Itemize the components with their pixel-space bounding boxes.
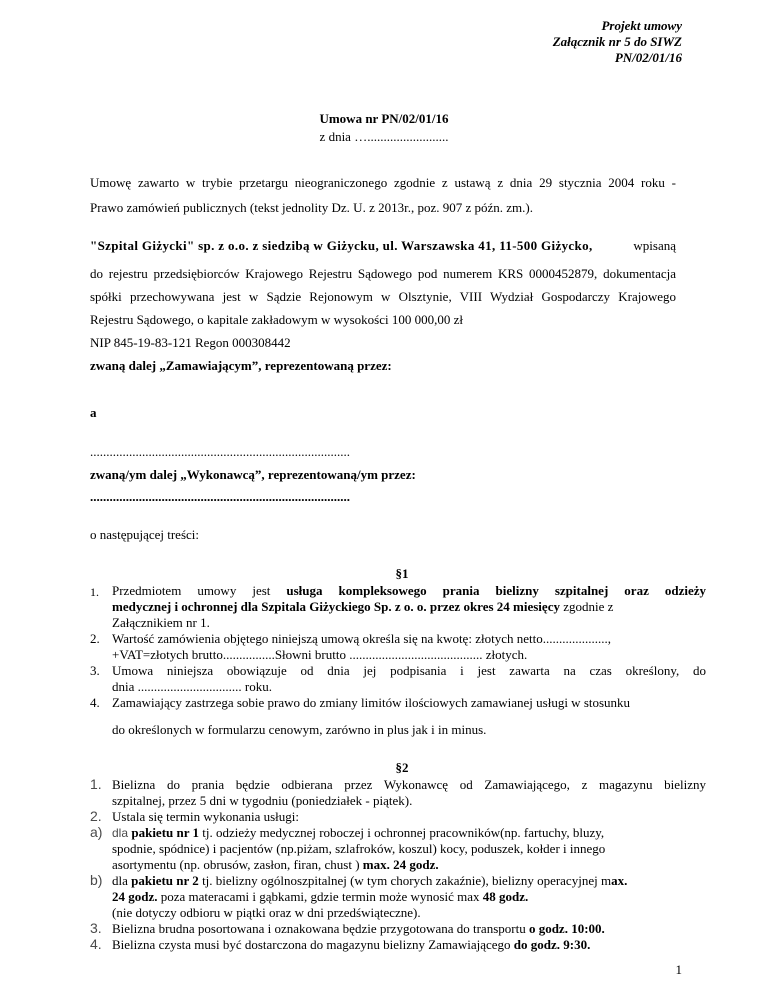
s2-item2-number: 2.: [90, 808, 102, 824]
s1-item1-line1: [112, 583, 706, 599]
intro-line-1: Umowę zawarto w trybie przetargu nieograniczonego zgodnie z ustawą z dnia 29 stycznia 2004 roku -: [90, 175, 676, 190]
s1-item1-pre: Przedmiotem umowy jest: [112, 583, 287, 598]
s1-item1-bold: usługa kompleksowego prania bielizny szpitalnej oraz odzieży: [286, 583, 706, 598]
s1-item3-line1: Umowa niniejsza obowiązuje od dnia jej podpisania i jest zawarta na czas określony, do: [112, 663, 706, 678]
contract-title: Umowa nr PN/02/01/16: [319, 111, 449, 126]
s2-item-b-max: ax.: [611, 873, 628, 888]
conjunction-a: a: [90, 405, 97, 420]
s1-item1-duration: medycznej i ochronnej dla Szpitala Giżyckiego Sp. z o. o. przez okres 24 miesięcy: [112, 599, 560, 614]
s2-item-a-rest: tj. odzieży medycznej roboczej i ochronnej pracowników(np. fartuchy, bluzy,: [199, 825, 605, 840]
party1-registered: wpisaną: [633, 238, 676, 253]
s1-item1-line2-rest: zgodnie z: [559, 599, 614, 614]
s2-item1-number: 1.: [90, 776, 102, 792]
s2-item4-line1: [112, 937, 590, 953]
s2-item-b-package: pakietu nr 2: [131, 873, 199, 888]
s2-item-b-letter: b): [90, 872, 103, 888]
s1-item3-line2: dnia ................................ roku.: [112, 679, 272, 694]
section1-heading: §1: [395, 566, 409, 581]
s2-item4-text: Bielizna czysta musi być dostarczona do magazynu bielizny Zamawiającego: [112, 937, 514, 952]
party1-line-3: spółki przechowywana jest w Sądzie Rejonowym w Olsztynie, VIII Wydział Gospodarczy Krajowego: [90, 289, 676, 304]
s2-item2-line1: Ustala się termin wykonania usługi:: [112, 809, 300, 824]
s2-item-a-max: max. 24 godz.: [362, 857, 439, 872]
section2-heading: §2: [395, 760, 409, 775]
s2-item3-number: 3.: [90, 920, 102, 936]
party1-name: "Szpital Giżycki" sp. z o.o. z siedzibą w Giżycku, ul. Warszawska 41, 11-500 Giżycko,: [90, 238, 593, 253]
s2-item-a-letter: a): [90, 824, 103, 840]
s1-item1-number: 1.: [90, 585, 99, 599]
s2-item3-time: o godz. 10:00.: [528, 921, 605, 936]
party2-dots: ................................................................................: [90, 444, 350, 459]
s1-item4-line2: do określonych w formularzu cenowym, zarówno in plus jak i in minus.: [112, 722, 487, 737]
s1-item4-line1: Zamawiający zastrzega sobie prawo do zmiany limitów ilościowych zamawianej usługi w stosunku: [112, 695, 631, 710]
s1-item1-line2: [112, 599, 613, 615]
s2-item-a-line3: [112, 857, 439, 873]
intro-line-2: Prawo zamówień publicznych (tekst jednolity Dz. U. z 2013r., poz. 907 z późn. zm.).: [90, 200, 533, 215]
s2-item3-text: Bielizna brudna posortowana i oznakowana będzie przygotowana do transportu: [112, 921, 529, 936]
s1-item2-line1: Wartość zamówienia objętego niniejszą umową określa się na kwotę: złotych netto....................,: [112, 631, 611, 646]
party2-represented: zwaną/ym dalej „Wykonawcą”, reprezentowaną/ym przez:: [90, 467, 416, 482]
contract-date: z dnia ….........................: [319, 129, 449, 144]
s2-item1-line1: Bielizna do prania będzie odbierana przez Wykonawcę od Zamawiającego, z magazynu bielizny: [112, 777, 706, 792]
s2-item-b-line1: [112, 873, 627, 889]
s2-item-b-48h: 48 godz.: [482, 889, 529, 904]
s1-item4-number: 4.: [90, 695, 100, 710]
party1-nip-regon: NIP 845-19-83-121 Regon 000308442: [90, 335, 291, 350]
s2-item-a-line1: [112, 825, 604, 841]
s2-item4-number: 4.: [90, 936, 102, 952]
following-content: o następującej treści:: [90, 527, 200, 542]
page-number: 1: [675, 962, 682, 977]
s1-item2-number: 2.: [90, 631, 100, 646]
s2-item-b-rest: tj. bielizny ogólnoszpitalnej (w tym chorych zakaźnie), bielizny operacyjnej m: [198, 873, 612, 888]
s1-item1-line3: Załącznikiem nr 1.: [112, 615, 210, 630]
party1-line-1: [90, 238, 676, 254]
party1-represented: zwaną dalej „Zamawiającym”, reprezentowaną przez:: [90, 358, 392, 373]
s2-item-b-24h: 24 godz.: [112, 889, 158, 904]
s1-item3-number: 3.: [90, 663, 100, 678]
s2-item-b-line2: [112, 889, 528, 905]
s1-item2-line2: +VAT=złotych brutto................Słowni brutto ......................................... złotych.: [112, 647, 528, 662]
s2-item-a-package: pakietu nr 1: [131, 825, 200, 840]
party1-line-2: do rejestru przedsiębiorców Krajowego Rejestru Sądowego pod numerem KRS 0000452879, dokumentacja: [90, 266, 676, 281]
s2-item3-line1: [112, 921, 605, 937]
s2-item-a-line2: spodnie, spódnice) i pacjentów (np.piżam, szlafroków, koszul) kocy, poduszek, kołder i innego: [112, 841, 606, 856]
header-attachment: Załącznik nr 5 do SIWZ: [552, 34, 682, 49]
s2-item-b-mid: poza materacami i gąbkami, gdzie termin może wynosić max: [157, 889, 483, 904]
s2-item4-time: do godz. 9:30.: [513, 937, 591, 952]
s2-item-b-pre: dla: [112, 873, 132, 888]
s2-item-a-pre: dla: [112, 826, 132, 840]
s2-item-b-line3: (nie dotyczy odbioru w piątki oraz w dni przedświąteczne).: [112, 905, 421, 920]
party1-line-4: Rejestru Sądowego, o kapitale zakładowym w wysokości 100 000,00 zł: [90, 312, 463, 327]
header-project: Projekt umowy: [601, 18, 682, 33]
s2-item-a-line3-pre: asortymentu (np. obrusów, zasłon, firan, chust ): [112, 857, 363, 872]
s2-item1-line2: szpitalnej, przez 5 dni w tygodniu (poniedziałek - piątek).: [112, 793, 413, 808]
header-number: PN/02/01/16: [614, 50, 682, 65]
party2-dots-2: ................................................................................: [90, 489, 350, 504]
